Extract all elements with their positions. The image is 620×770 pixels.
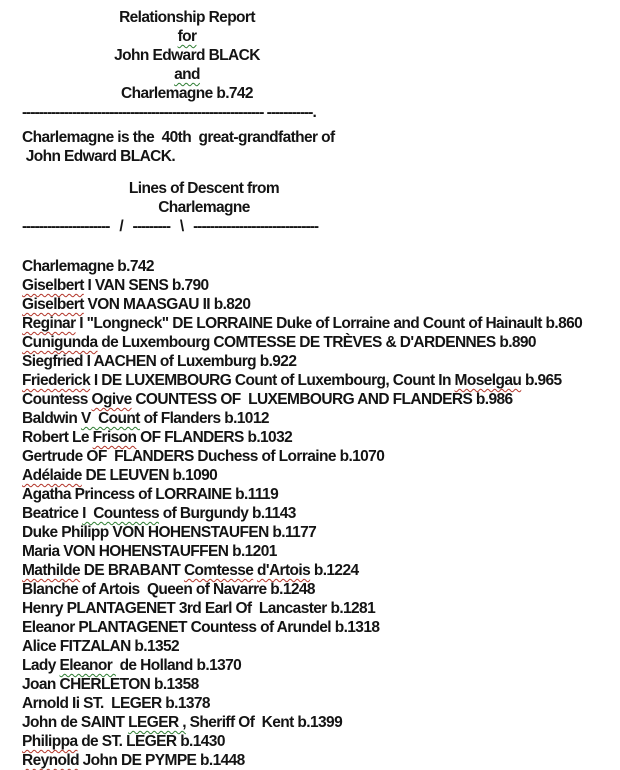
text-segment: Lines of Descent from xyxy=(128,180,280,197)
descent-person-line xyxy=(22,485,616,504)
spellcheck-marked-word: Comtesse xyxy=(183,562,254,579)
relationship-summary-line xyxy=(22,147,616,166)
spellcheck-marked-word: Philippa xyxy=(22,733,78,750)
relationship-summary xyxy=(22,128,616,166)
text-segment: John Edward BLACK. xyxy=(22,148,176,165)
grammar-marked-text: for xyxy=(177,28,197,45)
spellcheck-marked-word: d'Artois xyxy=(256,562,311,579)
descent-person-line xyxy=(22,447,616,466)
separator-line-top: ---------------------------------------------------------- -----------. xyxy=(22,104,316,121)
spellcheck-marked-word: Cunigunda xyxy=(22,334,98,351)
text-segment: Eleanor PLANTAGENET Countess of Arundel b.1318 xyxy=(22,619,380,636)
text-segment: Blanche of Artois Queen of Navarre b.1248 xyxy=(22,581,315,598)
text-segment: Lady xyxy=(22,657,60,674)
text-segment: Baldwin xyxy=(22,410,81,427)
descent-person-line xyxy=(22,466,616,485)
text-segment: Robert Le xyxy=(22,429,93,446)
text-segment: COUNTESS OF LUXEMBOURG AND FLANDERS b.986 xyxy=(131,391,513,408)
descent-person-line xyxy=(22,523,616,542)
report-title-line xyxy=(22,84,352,103)
grammar-marked-text: Eleanor xyxy=(59,657,116,674)
spellcheck-marked-word: Adélaide xyxy=(22,467,82,484)
text-segment: Charlemagne b.742 xyxy=(22,258,154,275)
report-title-line xyxy=(22,8,352,27)
text-segment: of Burgundy b.1143 xyxy=(159,505,296,522)
descent-person-line xyxy=(22,352,616,371)
text-segment: Arnold Ii ST. LEGER b.1378 xyxy=(22,695,210,712)
text-segment: de ST. LEGER b.1430 xyxy=(77,733,225,750)
grammar-marked-text: and xyxy=(174,66,200,83)
descent-person-line xyxy=(22,371,616,390)
descent-person-line xyxy=(22,333,616,352)
descent-person-line xyxy=(22,257,616,276)
text-segment: DE LEUVEN b.1090 xyxy=(81,467,218,484)
lines-of-descent-heading-line xyxy=(22,198,386,217)
grammar-marked-text: LEGER , xyxy=(128,714,186,731)
descent-list xyxy=(22,257,616,770)
text-segment: John DE PYMPE b.1448 xyxy=(78,752,245,769)
descent-person-line xyxy=(22,276,616,295)
descent-person-line xyxy=(22,694,616,713)
text-segment: Joan CHERLETON b.1358 xyxy=(22,676,199,693)
text-segment: Duke Philipp VON HOHENSTAUFEN b.1177 xyxy=(22,524,317,541)
relationship-summary-line xyxy=(22,128,616,147)
lines-of-descent-heading xyxy=(22,179,386,217)
descent-person-line xyxy=(22,390,616,409)
text-segment: b.965 xyxy=(521,372,562,389)
report-title-line xyxy=(22,46,352,65)
descent-person-line xyxy=(22,428,616,447)
descent-person-line xyxy=(22,637,616,656)
report-title-line xyxy=(22,27,352,46)
descent-person-line xyxy=(22,542,616,561)
text-segment: DE BRABANT xyxy=(80,562,184,579)
descent-person-line xyxy=(22,599,616,618)
text-segment: Relationship Report xyxy=(119,9,255,26)
descent-person-line xyxy=(22,732,616,751)
text-segment: Sheriff Of Kent b.1399 xyxy=(185,714,343,731)
text-segment: Agatha Princess of LORRAINE b.1119 xyxy=(22,486,279,503)
text-segment: John de SAINT xyxy=(22,714,129,731)
grammar-marked-text: V Count xyxy=(80,410,140,427)
text-segment: Henry PLANTAGENET 3rd Earl Of Lancaster b.1281 xyxy=(22,600,376,617)
text-segment: Charlemagne is the 40th great-grandfather of xyxy=(22,129,335,146)
descent-person-line xyxy=(22,580,616,599)
text-segment: de Holland b.1370 xyxy=(115,657,242,674)
descent-person-line xyxy=(22,561,616,580)
text-segment: Charlemagne xyxy=(158,199,250,216)
descent-person-line xyxy=(22,713,616,732)
text-segment: I DE LUXEMBOURG Count of Luxembourg, Count In xyxy=(90,372,455,389)
descent-person-line xyxy=(22,409,616,428)
text-segment: de Luxembourg COMTESSE DE TRÈVES & D'ARDENNES b.890 xyxy=(97,334,536,351)
spellcheck-marked-word: Frison xyxy=(92,429,137,446)
text-segment: of Flanders b.1012 xyxy=(139,410,269,427)
descent-person-line xyxy=(22,295,616,314)
text-segment: John Edward BLACK xyxy=(114,47,260,64)
spellcheck-marked-word: Giselbert xyxy=(22,277,84,294)
descent-person-line xyxy=(22,675,616,694)
text-segment: I "Longneck" DE LORRAINE Duke of Lorraine and Count of Hainault b.860 xyxy=(75,315,583,332)
descent-person-line xyxy=(22,751,616,770)
spellcheck-marked-word: Reginar xyxy=(22,315,76,332)
text-segment: I VAN SENS b.790 xyxy=(83,277,209,294)
text-segment: OF FLANDERS b.1032 xyxy=(136,429,293,446)
descent-person-line xyxy=(22,618,616,637)
spellcheck-marked-word: Friederick xyxy=(22,372,91,389)
spellcheck-marked-word: Reynold xyxy=(22,752,79,769)
text-segment: Gertrude OF FLANDERS Duchess of Lorraine b.1070 xyxy=(22,448,385,465)
report-title-line xyxy=(22,65,352,84)
text-segment: Countess xyxy=(22,391,92,408)
text-segment: Alice FITZALAN b.1352 xyxy=(22,638,180,655)
descent-person-line xyxy=(22,504,616,523)
text-segment: VON MAASGAU II b.820 xyxy=(83,296,251,313)
text-segment: Charlemagne b.742 xyxy=(121,85,253,102)
spellcheck-marked-word: Mathilde xyxy=(22,562,81,579)
lines-of-descent-heading-line xyxy=(22,179,386,198)
descent-person-line xyxy=(22,656,616,675)
separator-line-branch: --------------------- / --------- \ ------------------------------ xyxy=(22,218,318,235)
spellcheck-marked-word: Moselgau xyxy=(454,372,522,389)
report-title-block xyxy=(22,8,352,103)
text-segment: Maria VON HOHENSTAUFFEN b.1201 xyxy=(22,543,277,560)
text-segment: Siegfried I AACHEN of Luxemburg b.922 xyxy=(22,353,297,370)
spellcheck-marked-word: Ogive xyxy=(91,391,132,408)
text-segment: Beatrice xyxy=(22,505,83,522)
descent-person-line xyxy=(22,314,616,333)
spellcheck-marked-word: Giselbert xyxy=(22,296,84,313)
text-segment: b.1224 xyxy=(310,562,359,579)
grammar-marked-text: I Countess xyxy=(82,505,160,522)
